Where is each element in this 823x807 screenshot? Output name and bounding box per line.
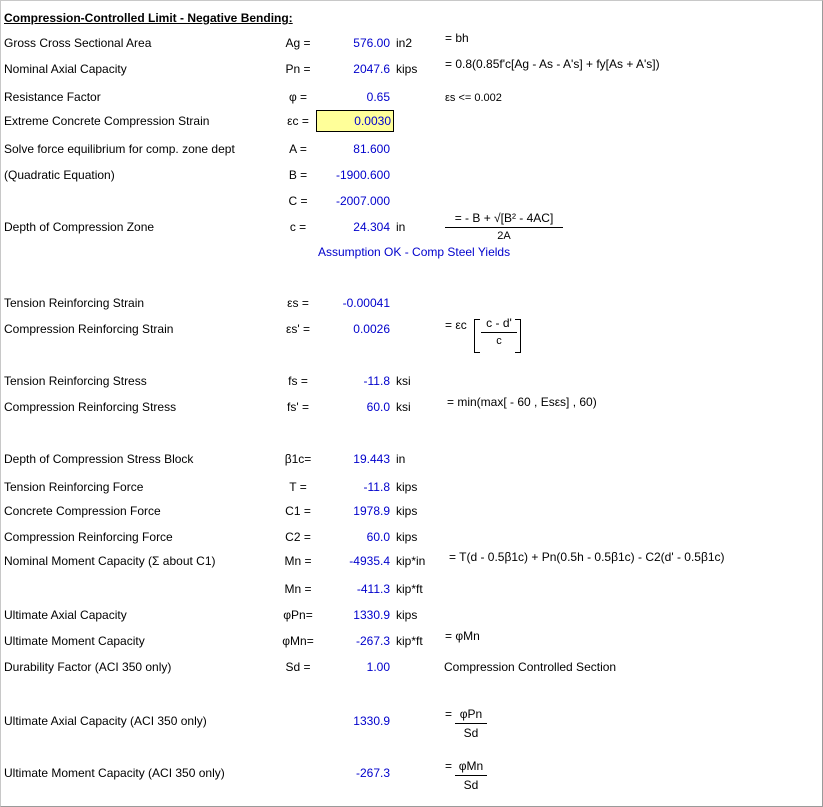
row-unit: kips <box>396 480 418 494</box>
aci-moment-numerator: φMn <box>458 759 484 773</box>
row-symbol: fs = <box>288 374 308 388</box>
row-symbol: φPn= <box>283 608 313 622</box>
row-symbol: φMn= <box>282 634 314 648</box>
row-label: Ultimate Axial Capacity <box>4 608 127 622</box>
fraction-bar <box>481 332 517 333</box>
row-value: -1900.600 <box>335 168 390 182</box>
row-value: -267.3 <box>355 634 390 648</box>
row-unit: in <box>396 220 406 234</box>
row-value: 2047.6 <box>353 62 390 76</box>
row-label: Ultimate Moment Capacity <box>4 634 145 648</box>
row-value: -11.8 <box>363 374 390 388</box>
row-symbol: Ag = <box>285 36 311 50</box>
axial-formula: = 0.8(0.85f'c[Ag - As - A's] + fy[As + A's]) <box>445 57 660 71</box>
aci-moment-fraction <box>455 759 487 792</box>
row-symbol: fs' = <box>287 400 309 414</box>
row-label: (Quadratic Equation) <box>4 168 115 182</box>
row-symbol: C = <box>288 194 308 208</box>
row-unit: ksi <box>396 374 411 388</box>
row-symbol: Mn = <box>284 582 312 596</box>
row-label: Tension Reinforcing Strain <box>4 296 145 310</box>
row-symbol: Mn = <box>284 554 312 568</box>
aci-axial-eq: = <box>445 707 453 721</box>
strain-numerator: c - d' <box>486 316 512 330</box>
row-unit: kips <box>396 62 418 76</box>
row-value: 1330.9 <box>353 608 390 622</box>
row-unit: in2 <box>396 36 413 50</box>
row-label: Solve force equilibrium for comp. zone dept <box>4 142 235 156</box>
row-value: -4935.4 <box>349 554 390 568</box>
row-unit: kips <box>396 608 418 622</box>
row-value: -411.3 <box>356 582 390 596</box>
row-symbol: C1 = <box>285 504 311 518</box>
row-label: Extreme Concrete Compression Strain <box>4 114 210 128</box>
section-title: Compression-Controlled Limit - Negative Bending: <box>4 11 293 25</box>
row-label: Tension Reinforcing Force <box>4 480 144 494</box>
fraction-bar <box>455 775 487 776</box>
row-unit: kips <box>396 504 418 518</box>
aci-moment-eq: = <box>445 759 453 773</box>
strain-formula-prefix: = εc <box>445 318 467 332</box>
aci-axial-fraction <box>455 707 487 740</box>
row-label: Compression Reinforcing Strain <box>4 322 174 336</box>
strain-input-cell[interactable]: 0.0030 <box>316 110 394 132</box>
row-unit: ksi <box>396 400 411 414</box>
row-value: -2007.000 <box>335 194 390 208</box>
row-value: 1978.9 <box>353 504 390 518</box>
stress-formula: = min(max[ - 60 , Esεs] , 60) <box>447 395 597 409</box>
row-symbol: εc = <box>287 114 309 128</box>
row-value: 19.443 <box>353 452 390 466</box>
row-value: -11.8 <box>363 480 390 494</box>
left-bracket <box>474 319 480 353</box>
row-symbol: εs' = <box>286 322 310 336</box>
row-label: Depth of Compression Zone <box>4 220 155 234</box>
strain-denominator: c <box>496 335 502 347</box>
row-unit: in <box>396 452 406 466</box>
row-value: 1.00 <box>366 660 390 674</box>
quadratic-numerator: = - B + √[B² - 4AC] <box>454 211 554 225</box>
row-label: Depth of Compression Stress Block <box>4 452 194 466</box>
row-label: Ultimate Moment Capacity (ACI 350 only) <box>4 766 225 780</box>
row-symbol: C2 = <box>285 530 311 544</box>
row-value: 0.65 <box>366 90 390 104</box>
row-value: -267.3 <box>355 766 390 780</box>
row-symbol: A = <box>289 142 307 156</box>
row-label: Durability Factor (ACI 350 only) <box>4 660 172 674</box>
row-symbol: Pn = <box>285 62 311 76</box>
row-value: 60.0 <box>366 530 390 544</box>
row-label: Tension Reinforcing Stress <box>4 374 147 388</box>
row-symbol: εs = <box>287 296 309 310</box>
row-value: 1330.9 <box>353 714 390 728</box>
row-label: Nominal Moment Capacity (Σ about C1) <box>4 554 216 568</box>
row-value: 0.0026 <box>353 322 390 336</box>
strain-limit-note: εs <= 0.002 <box>445 92 502 104</box>
row-symbol: c = <box>289 220 307 234</box>
row-symbol: T = <box>289 480 307 494</box>
row-symbol: φ = <box>288 90 308 104</box>
area-formula: = bh <box>445 31 469 45</box>
fraction-bar <box>455 723 487 724</box>
row-label: Nominal Axial Capacity <box>4 62 127 76</box>
row-symbol: B = <box>288 168 308 182</box>
section-classification: Compression Controlled Section <box>444 660 617 674</box>
quadratic-denominator: 2A <box>497 230 511 242</box>
moment-formula: = T(d - 0.5β1c) + Pn(0.5h - 0.5β1c) - C2(d' - 0.5β1c) <box>449 550 725 564</box>
row-value: -0.00041 <box>342 296 390 310</box>
right-bracket <box>515 319 521 353</box>
row-label: Concrete Compression Force <box>4 504 161 518</box>
assumption-note: Assumption OK - Comp Steel Yields <box>318 245 511 259</box>
row-unit: kips <box>396 530 418 544</box>
fraction-bar <box>445 227 563 228</box>
row-value: 576.00 <box>353 36 390 50</box>
row-unit: kip*in <box>396 554 426 568</box>
row-value: 60.0 <box>366 400 390 414</box>
quadratic-formula <box>445 211 563 242</box>
strain-fraction <box>481 316 517 347</box>
row-symbol: Sd = <box>285 660 311 674</box>
row-symbol: β1c= <box>284 452 312 466</box>
row-unit: kip*ft <box>396 582 423 596</box>
row-value: 81.600 <box>353 142 390 156</box>
row-label: Compression Reinforcing Force <box>4 530 173 544</box>
aci-axial-numerator: φPn <box>459 707 483 721</box>
row-label: Compression Reinforcing Stress <box>4 400 177 414</box>
row-label: Gross Cross Sectional Area <box>4 36 152 50</box>
aci-axial-denominator: Sd <box>463 726 479 740</box>
row-unit: kip*ft <box>396 634 423 648</box>
phi-m-formula: = φMn <box>445 629 480 643</box>
aci-moment-denominator: Sd <box>463 778 479 792</box>
row-label: Resistance Factor <box>4 90 101 104</box>
row-value: 24.304 <box>353 220 390 234</box>
row-label: Ultimate Axial Capacity (ACI 350 only) <box>4 714 207 728</box>
